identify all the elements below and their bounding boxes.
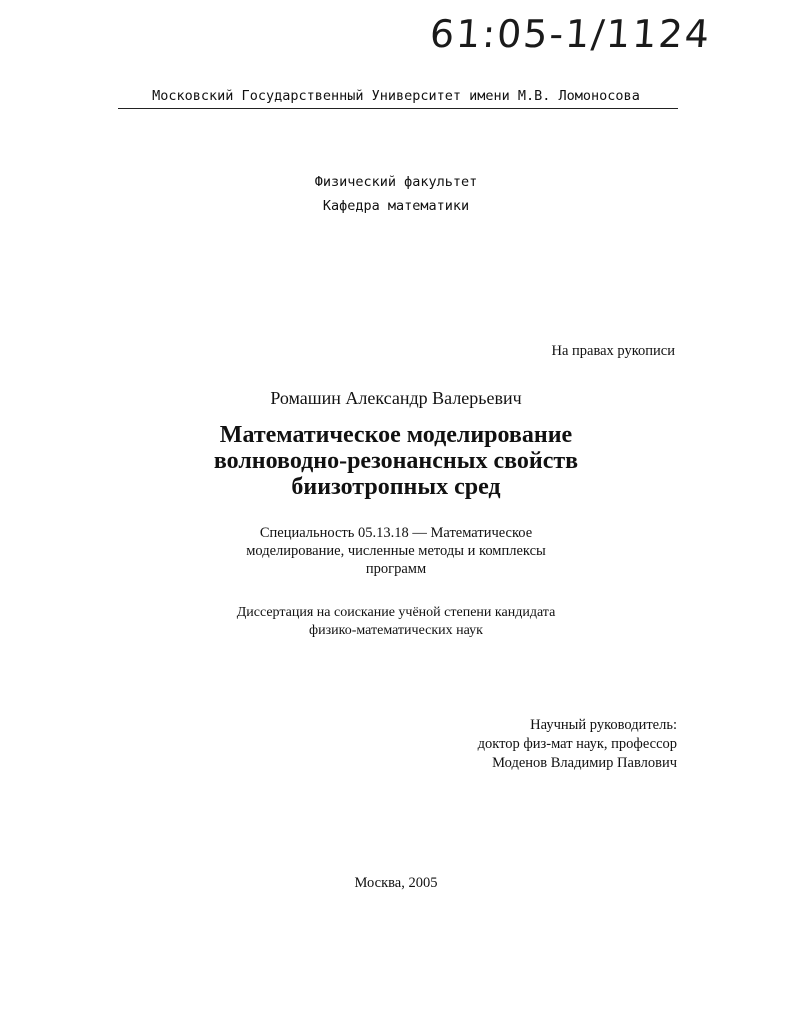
specialty-line: моделирование, численные методы и комплексы <box>246 543 546 559</box>
specialty-line: программ <box>365 561 427 577</box>
degree-statement <box>196 604 596 640</box>
title-line: Математическое моделирование <box>219 422 573 448</box>
author-name: Ромашин Александр Валерьевич <box>270 388 522 408</box>
title-line: волноводно-резонансных свойств <box>213 448 579 474</box>
title-line: биизотропных сред <box>291 474 501 500</box>
header-divider <box>118 108 678 109</box>
degree-line: физико-математических наук <box>309 623 483 638</box>
advisor-line: Научный руководитель: <box>530 717 677 733</box>
department-name: Кафедра математики <box>322 198 470 214</box>
dissertation-title <box>146 422 646 500</box>
university-name: Московский Государственный Университет имени М.В. Ломоносова <box>152 88 640 104</box>
advisor-line: Моденов Владимир Павлович <box>492 755 677 771</box>
faculty-name: Физический факультет <box>314 174 478 190</box>
advisor-line: доктор физ-мат наук, профессор <box>477 736 677 752</box>
specialty-block <box>196 524 596 578</box>
scientific-advisor-block <box>478 716 677 773</box>
specialty-line: Специальность 05.13.18 — Математическое <box>259 525 533 541</box>
handwritten-catalog-code: 61:05-1/1124 <box>428 12 713 56</box>
degree-line: Диссертация на соискание учёной степени кандидата <box>236 605 556 620</box>
city-and-year: Москва, 2005 <box>354 875 438 891</box>
rights-note: На правах рукописи <box>551 343 675 359</box>
